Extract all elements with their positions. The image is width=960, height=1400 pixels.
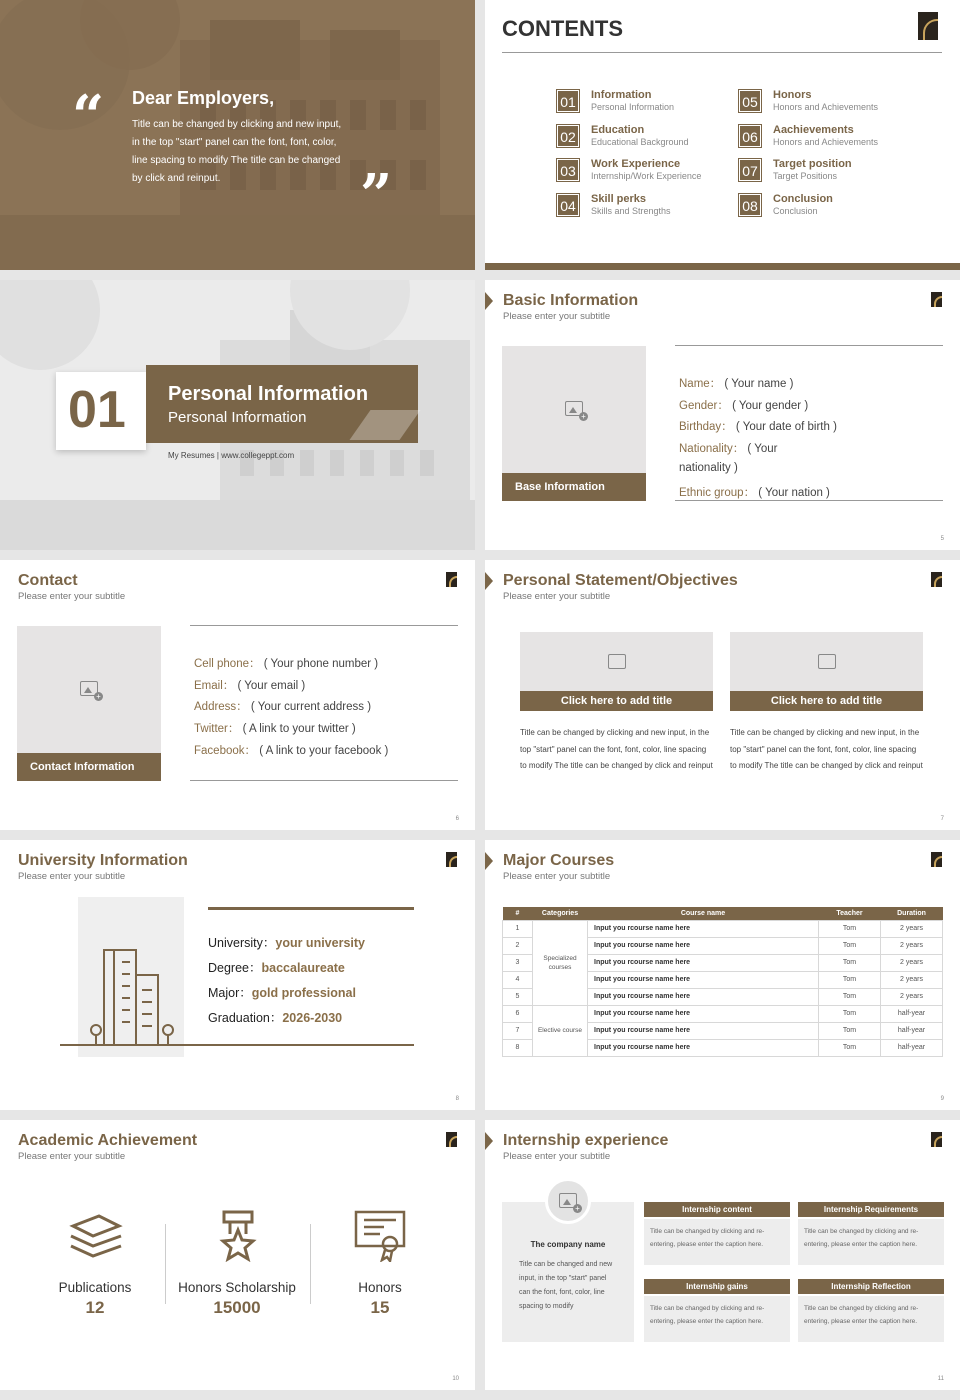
fields-top-line (675, 345, 943, 346)
slide1-heading: Dear Employers, (132, 88, 275, 108)
contents-item[interactable] (739, 89, 909, 115)
field-label: Ethnic group： (679, 486, 756, 499)
info-field (679, 440, 777, 456)
page-number: 6 (455, 816, 459, 822)
slide-subtitle: Please enter your subtitle (503, 871, 611, 882)
contents-item[interactable] (739, 193, 909, 219)
slide-title: Contact (18, 572, 78, 589)
field-label: Facebook： (194, 744, 257, 757)
slide-subtitle: Please enter your subtitle (18, 871, 126, 882)
card-title-button[interactable]: Click here to add title (520, 691, 713, 711)
contents-item-number: 02 (557, 125, 579, 147)
course-name-cell[interactable]: Input you rcourse name here (588, 971, 819, 988)
contents-item-title: Education (591, 123, 645, 136)
row-number: 8 (503, 1039, 533, 1056)
add-image-icon[interactable] (559, 1193, 577, 1208)
course-name-cell[interactable]: Input you rcourse name here (588, 1039, 819, 1056)
course-name-cell[interactable]: Input you rcourse name here (588, 1022, 819, 1039)
box-body: Title can be changed by clicking and re-entering, please enter the caption here. (798, 1219, 944, 1265)
courses-table (502, 907, 943, 1057)
slide-contents (485, 0, 960, 270)
field-value[interactable]: nationality ) (679, 461, 738, 474)
page-number: 10 (452, 1376, 459, 1382)
contents-item-title: Aachievements (773, 123, 854, 136)
slide-subtitle: Please enter your subtitle (503, 1151, 611, 1162)
books-icon (69, 1214, 123, 1258)
teacher-cell: Tom (819, 988, 881, 1005)
field-value[interactable]: ( Your gender ) (732, 399, 809, 412)
info-field (208, 1008, 342, 1026)
info-field (679, 484, 830, 500)
field-label: Email： (194, 679, 235, 692)
field-value[interactable]: ( Your (747, 443, 778, 456)
fields-bottom-line (675, 500, 943, 501)
contents-item-number: 06 (739, 125, 761, 147)
stat-value: 15000 (213, 1298, 261, 1317)
slide-academic-achievement (0, 1120, 475, 1390)
contents-footer-bar (485, 263, 960, 270)
course-name-cell[interactable]: Input you rcourse name here (588, 937, 819, 954)
table-header-row (503, 907, 943, 920)
field-label: University： (208, 936, 276, 950)
contents-item-title: Skill perks (591, 192, 647, 205)
field-value[interactable]: ( Your name ) (724, 378, 794, 390)
slide-contact (0, 560, 475, 830)
table-row (503, 920, 943, 937)
image-caption: Base Information (502, 473, 646, 501)
slide-dear-employers (0, 0, 475, 270)
box-title: Internship Requirements (798, 1202, 944, 1217)
medal-icon (218, 1210, 258, 1262)
slide-subtitle: Please enter your subtitle (18, 1151, 126, 1162)
slide-major-courses (485, 840, 960, 1110)
logo (931, 292, 942, 307)
course-name-cell[interactable]: Input you rcourse name here (588, 920, 819, 937)
fields-top-line (190, 625, 458, 626)
category-cell: Specialized courses (533, 920, 588, 1005)
contents-item-subtitle: Educational Background (591, 136, 689, 147)
contents-item-subtitle: Target Positions (773, 171, 838, 181)
duration-cell: 2 years (881, 937, 943, 954)
duration-cell: half-year (881, 1039, 943, 1056)
info-field (208, 983, 356, 1001)
info-field (679, 397, 808, 413)
slide-internship-experience (485, 1120, 960, 1390)
info-field (194, 698, 371, 714)
title-marker (485, 292, 493, 310)
field-value[interactable]: ( Your email ) (237, 679, 306, 692)
column-header: Categories (533, 907, 588, 920)
duration-cell: 2 years (881, 988, 943, 1005)
card-title-button[interactable]: Click here to add title (730, 691, 923, 711)
title-marker (485, 572, 493, 590)
duration-cell: half-year (881, 1022, 943, 1039)
page-number: 11 (937, 1376, 944, 1382)
logo (931, 852, 942, 867)
info-field (679, 418, 837, 434)
slide1-body: Title can be changed by clicking and new input, in the top "start" panel can the font, font, color, line spacing to modify The title can be changed by click and reinput. (132, 119, 342, 184)
row-number: 6 (503, 1005, 533, 1022)
field-value[interactable]: ( Your current address ) (250, 701, 372, 714)
page-number: 5 (940, 536, 944, 542)
duration-cell: half-year (881, 1005, 943, 1022)
card-body: Title can be changed by clicking and new input, in the top "start" panel can the font, font, color, line spacing to modify The title can be changed by click and reinput (520, 728, 713, 770)
table-row (503, 1005, 943, 1022)
field-label: Name： (679, 378, 722, 390)
column-header: Duration (881, 907, 943, 920)
slide-subtitle: Please enter your subtitle (503, 591, 611, 602)
page-number: 9 (940, 1096, 944, 1102)
add-image-icon[interactable] (608, 654, 626, 669)
slide-basic-information (485, 280, 960, 550)
contents-item-subtitle: Conclusion (773, 205, 818, 216)
slide-title: University Information (18, 852, 188, 869)
info-field (194, 655, 378, 671)
field-label: Major： (208, 986, 252, 1000)
stat-label: Honors (358, 1280, 402, 1295)
teacher-cell: Tom (819, 937, 881, 954)
course-name-cell[interactable]: Input you rcourse name here (588, 1005, 819, 1022)
slide-title: Major Courses (503, 852, 615, 869)
teacher-cell: Tom (819, 971, 881, 988)
contents-item-subtitle: Internship/Work Experience (591, 171, 702, 181)
info-field (208, 933, 365, 951)
contents-item-number: 04 (557, 194, 579, 216)
info-field (679, 375, 793, 391)
company-name: The company name (530, 1240, 606, 1249)
teacher-cell: Tom (819, 1039, 881, 1056)
add-image-icon[interactable] (80, 681, 98, 696)
box-title: Internship Reflection (798, 1279, 944, 1294)
teacher-cell: Tom (819, 920, 881, 937)
row-number: 4 (503, 971, 533, 988)
field-label: Gender： (679, 399, 729, 412)
contents-item-number: 05 (739, 90, 761, 112)
quote-close-icon: ” (360, 162, 393, 228)
logo (446, 572, 457, 587)
slide-title: Academic Achievement (18, 1132, 198, 1149)
contents-item[interactable] (739, 158, 909, 184)
row-number: 7 (503, 1022, 533, 1039)
contents-item[interactable] (557, 193, 727, 219)
info-field (194, 742, 388, 758)
field-label: Graduation： (208, 1011, 283, 1025)
contents-item-number: 01 (557, 90, 579, 112)
card-body: Title can be changed by clicking and new input, in the top "start" panel can the font, font, color, line spacing to modify The title can be changed by click and reinput (730, 728, 923, 770)
add-image-icon[interactable] (565, 401, 583, 416)
row-number: 2 (503, 937, 533, 954)
slide-university-information (0, 840, 475, 1110)
field-value[interactable]: baccalaureate (261, 961, 345, 975)
title-marker (485, 852, 493, 870)
course-name-cell[interactable]: Input you rcourse name here (588, 988, 819, 1005)
field-value[interactable]: ( Your date of birth ) (735, 421, 837, 434)
logo (931, 572, 942, 587)
contents-item[interactable] (557, 158, 727, 184)
contents-item-subtitle: Honors and Achievements (773, 136, 879, 147)
contents-item[interactable] (557, 89, 727, 115)
field-label: Nationality： (679, 443, 745, 456)
row-number: 5 (503, 988, 533, 1005)
field-value[interactable]: ( Your phone number ) (263, 658, 379, 670)
contents-item[interactable] (739, 124, 909, 150)
page-number: 8 (455, 1096, 459, 1102)
contents-divider (502, 52, 942, 53)
stat-label: Honors Scholarship (178, 1280, 296, 1295)
logo (446, 852, 457, 867)
slide-personal-statement (485, 560, 960, 830)
contents-item-subtitle: Skills and Strengths (591, 205, 671, 216)
slide-subtitle: Please enter your subtitle (503, 311, 611, 322)
contents-item-title: Conclusion (773, 192, 833, 205)
field-value[interactable]: ( A link to your twitter ) (242, 723, 356, 736)
contents-item[interactable] (557, 124, 727, 150)
stat-label: Publications (58, 1280, 132, 1295)
contents-item-title: Honors (773, 89, 812, 101)
quote-open-icon: “ (72, 83, 105, 149)
slide-subtitle: Please enter your subtitle (18, 591, 126, 602)
field-value[interactable]: ( Your nation ) (758, 486, 830, 499)
logo (931, 1132, 942, 1147)
category-cell: Elective course (533, 1005, 588, 1056)
contents-item-number: 08 (739, 194, 761, 216)
field-value[interactable]: ( A link to your facebook ) (259, 744, 389, 757)
page-number: 7 (940, 816, 944, 822)
column-header: Teacher (819, 907, 881, 920)
title-marker (485, 1132, 493, 1150)
row-number: 3 (503, 954, 533, 971)
section-subtitle: Personal Information (168, 409, 307, 426)
box-body: Title can be changed by clicking and re-entering, please enter the caption here. (644, 1219, 790, 1265)
field-value[interactable]: gold professional (251, 986, 356, 1000)
field-label: Twitter： (194, 723, 240, 736)
teacher-cell: Tom (819, 1022, 881, 1039)
box-body: Title can be changed by clicking and re-entering, please enter the caption here. (644, 1296, 790, 1342)
course-name-cell[interactable]: Input you rcourse name here (588, 954, 819, 971)
section-title: Personal Information (168, 383, 369, 405)
contents-item-subtitle: Honors and Achievements (773, 102, 879, 112)
section-footer: My Resumes | www.collegeppt.com (168, 451, 295, 460)
logo (918, 12, 938, 40)
info-field (194, 720, 356, 736)
contents-item-number: 03 (557, 159, 579, 181)
field-label: Birthday： (679, 421, 733, 434)
fields-bottom-line (190, 780, 458, 781)
slide-title: Basic Information (503, 292, 639, 309)
stat-value: 12 (85, 1298, 105, 1317)
add-image-icon[interactable] (818, 654, 836, 669)
box-body: Title can be changed by clicking and re-entering, please enter the caption here. (798, 1296, 944, 1342)
row-number: 1 (503, 920, 533, 937)
slide-title: Personal Statement/Objectives (503, 572, 738, 589)
stat-value: 15 (370, 1298, 390, 1317)
duration-cell: 2 years (881, 920, 943, 937)
column-header: Course name (588, 907, 819, 920)
fields-top-line (208, 907, 414, 910)
box-title: Internship content (644, 1202, 790, 1217)
teacher-cell: Tom (819, 954, 881, 971)
column-header: # (503, 907, 533, 920)
field-label: Cell phone： (194, 658, 261, 670)
field-value[interactable]: 2026-2030 (282, 1011, 343, 1025)
box-title: Internship gains (644, 1279, 790, 1294)
info-field (208, 958, 345, 976)
certificate-icon (354, 1210, 406, 1262)
logo (446, 1132, 457, 1147)
info-field (679, 462, 738, 474)
teacher-cell: Tom (819, 1005, 881, 1022)
field-label: Degree： (208, 961, 262, 975)
slide-section-personal-information (0, 280, 475, 550)
field-label: Address： (194, 701, 248, 714)
info-field (194, 677, 305, 693)
field-value[interactable]: your university (275, 936, 365, 950)
contents-title: CONTENTS (502, 16, 623, 41)
contents-item-subtitle: Personal Information (591, 102, 675, 112)
section-number: 01 (68, 381, 126, 439)
contents-item-title: Work Experience (591, 158, 681, 170)
duration-cell: 2 years (881, 971, 943, 988)
image-caption: Contact Information (17, 753, 161, 781)
contents-item-number: 07 (739, 159, 761, 181)
contents-item-title: Target position (773, 158, 852, 170)
contents-item-title: Information (591, 89, 652, 101)
company-description: Title can be changed and new input, in the top "start" panel can the font, font, color, line spacing to modify (519, 1261, 613, 1310)
duration-cell: 2 years (881, 954, 943, 971)
slide-title: Internship experience (503, 1132, 669, 1149)
